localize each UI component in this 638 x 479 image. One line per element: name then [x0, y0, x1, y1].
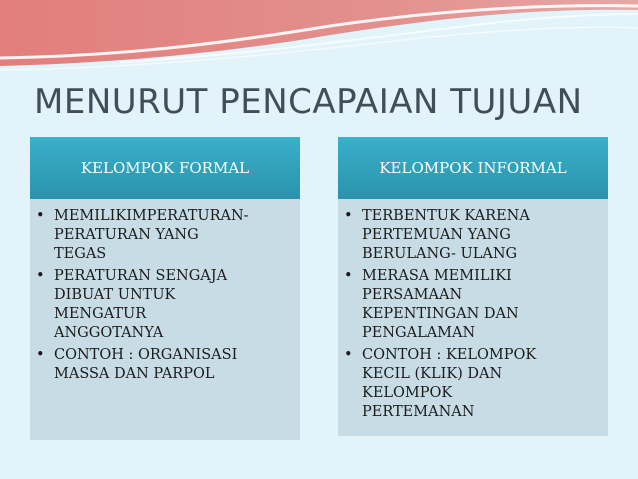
formal-column [30, 137, 300, 440]
bullet: • [344, 268, 353, 284]
slide-title: MENURUT PENCAPAIAN TUJUAN [34, 82, 583, 122]
list-item [36, 346, 292, 384]
formal-list [30, 199, 300, 384]
bullet: • [36, 268, 45, 284]
list-item-text: MEMILIKIMPERATURAN- PERATURAN YANG TEGAS [54, 208, 249, 262]
list-item-text: MERASA MEMILIKI PERSAMAAN KEPENTINGAN DAN PENGALAMAN [362, 268, 519, 341]
bullet: • [36, 347, 45, 363]
formal-body [30, 199, 300, 440]
informal-heading: KELOMPOK INFORMAL [338, 137, 608, 199]
list-item-text: CONTOH : ORGANISASI MASSA DAN PARPOL [54, 347, 238, 382]
formal-heading: KELOMPOK FORMAL [30, 137, 300, 199]
list-item-text: CONTOH : KELOMPOK KECIL (KLIK) DAN KELOMPOK PERTEMANAN [362, 347, 537, 420]
list-item [36, 267, 292, 343]
informal-body [338, 199, 608, 436]
bullet: • [344, 347, 353, 363]
list-item-text: PERATURAN SENGAJA DIBUAT UNTUK MENGATUR ANGGOTANYA [54, 268, 228, 341]
decorative-banner [0, 0, 638, 90]
list-item [36, 207, 292, 264]
list-item [344, 346, 600, 422]
list-item [344, 267, 600, 343]
bullet: • [36, 208, 45, 224]
list-item-text: TERBENTUK KARENA PERTEMUAN YANG BERULANG- ULANG [362, 208, 530, 262]
informal-list [338, 199, 608, 422]
list-item [344, 207, 600, 264]
bullet: • [344, 208, 353, 224]
informal-column [338, 137, 608, 436]
